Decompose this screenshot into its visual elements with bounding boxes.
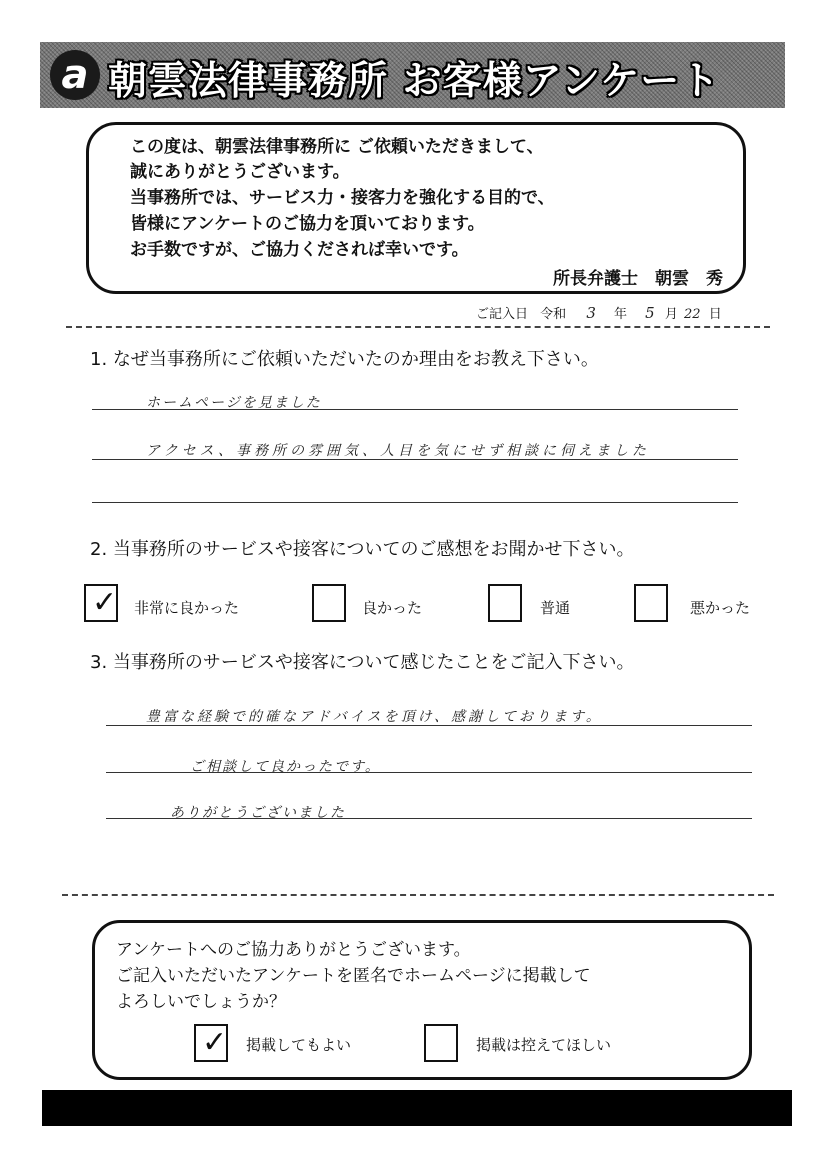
divider bbox=[66, 326, 770, 328]
answer-line bbox=[106, 772, 752, 773]
signature: 所長弁護士 朝雲 秀 bbox=[553, 269, 723, 289]
q3-answer-1[interactable]: 豊富な経験で的確なアドバイスを頂け、感謝しております。 bbox=[146, 709, 603, 725]
checkbox-good[interactable] bbox=[312, 584, 346, 622]
logo-icon: a bbox=[50, 50, 100, 100]
greeting-line: お手数ですが、ご協力くだされば幸いです。 bbox=[130, 240, 469, 260]
q3-answer-3[interactable]: ありがとうございました bbox=[170, 805, 346, 821]
answer-line bbox=[92, 502, 738, 503]
q3-answer-2[interactable]: ご相談して良かったです。 bbox=[190, 759, 381, 775]
greeting-line: この度は、朝雲法律事務所に ご依頼いただきまして、 bbox=[130, 137, 544, 157]
option-label: 掲載は控えてほしい bbox=[476, 1036, 612, 1054]
greeting-line: 皆様にアンケートのご協力を頂いております。 bbox=[130, 214, 485, 234]
date-era: 令和 bbox=[540, 307, 567, 322]
date-month-unit: 月 bbox=[664, 307, 678, 322]
date-year-unit: 年 bbox=[614, 307, 628, 322]
divider bbox=[62, 894, 774, 896]
checkbox-publish-no[interactable] bbox=[424, 1024, 458, 1062]
option-label: 非常に良かった bbox=[134, 599, 240, 617]
checkmark-icon: ✓ bbox=[202, 1025, 228, 1060]
publish-line: アンケートへのご協力ありがとうございます。 bbox=[116, 940, 471, 960]
checkbox-bad[interactable] bbox=[634, 584, 668, 622]
q1-answer-1[interactable]: ホームページを見ました bbox=[146, 395, 322, 411]
checkmark-icon: ✓ bbox=[92, 585, 118, 620]
greeting-line: 誠にありがとうございます。 bbox=[130, 162, 350, 182]
answer-line bbox=[92, 459, 738, 460]
checkbox-normal[interactable] bbox=[488, 584, 522, 622]
date-day-unit: 日 bbox=[708, 307, 722, 322]
checkbox-very-good[interactable] bbox=[84, 584, 118, 622]
date-year[interactable]: 3 bbox=[586, 304, 596, 322]
date-day[interactable]: 22 bbox=[684, 307, 701, 322]
q3-title: 3. 当事務所のサービスや接客について感じたことをご記入下さい。 bbox=[90, 652, 635, 673]
option-label: 普通 bbox=[540, 599, 571, 617]
page-title: 朝雲法律事務所 お客様アンケート bbox=[108, 59, 721, 104]
publish-line: ご記入いただいたアンケートを匿名でホームページに掲載して bbox=[116, 966, 591, 986]
date-month[interactable]: 5 bbox=[645, 304, 655, 322]
q1-title: 1. なぜ当事務所にご依頼いただいたのか理由をお教え下さい。 bbox=[90, 349, 599, 370]
date-label: ご記入日 bbox=[476, 307, 529, 322]
option-label: 良かった bbox=[362, 599, 423, 617]
option-label: 悪かった bbox=[690, 599, 751, 617]
q1-answer-2[interactable]: アクセス、事務所の雰囲気、人目を気にせず相談に伺えました bbox=[146, 443, 650, 459]
option-label: 掲載してもよい bbox=[246, 1036, 352, 1054]
answer-line bbox=[106, 725, 752, 726]
footer-bar bbox=[42, 1090, 792, 1126]
checkbox-publish-ok[interactable] bbox=[194, 1024, 228, 1062]
date-row bbox=[476, 303, 722, 322]
q2-title: 2. 当事務所のサービスや接客についてのご感想をお聞かせ下さい。 bbox=[90, 539, 635, 560]
greeting-line: 当事務所では、サービス力・接客力を強化する目的で、 bbox=[130, 188, 555, 208]
answer-line bbox=[92, 409, 738, 410]
publish-line: よろしいでしょうか？ bbox=[116, 992, 286, 1012]
answer-line bbox=[106, 818, 752, 819]
